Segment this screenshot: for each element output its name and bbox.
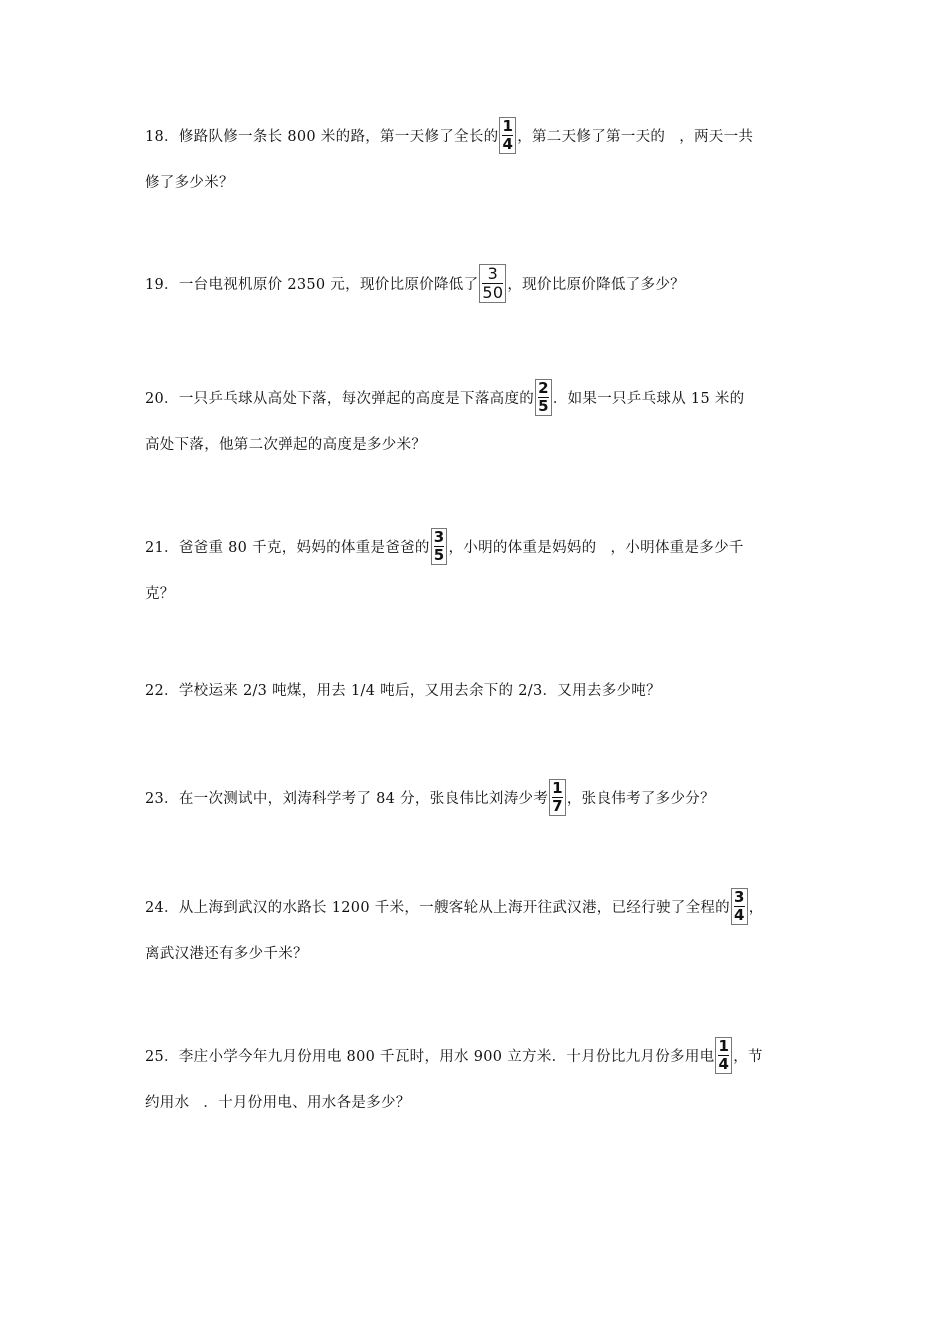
question-24 [145, 885, 810, 977]
question-18 [145, 114, 810, 206]
question-19-fraction: $\frac{3}{50}$ [479, 264, 506, 303]
question-23-text-start: 23．在一次测试中，刘涛科学考了 84 分，张良伟比刘涛少考 [145, 791, 549, 807]
question-19-line-1 [145, 262, 810, 308]
question-25-text-start: 25．李庄小学今年九月份用电 800 千瓦时，用水 900 立方米．十月份比九月份多用电 [145, 1049, 715, 1065]
question-21-text-start: 21．爸爸重 80 千克，妈妈的体重是爸爸的 [145, 540, 430, 556]
question-25-text-end: ，节 [733, 1049, 763, 1065]
question-24-fraction: $\frac{3}{4}$ [731, 888, 748, 925]
question-19 [145, 262, 810, 308]
question-20-line-1 [145, 376, 810, 422]
question-25-line-2 [145, 1080, 810, 1126]
question-18-line-1 [145, 114, 810, 160]
question-18-text-start: 18．修路队修一条长 800 米的路，第一天修了全长的 [145, 129, 499, 145]
question-24-line-1 [145, 885, 810, 931]
question-20 [145, 376, 810, 468]
question-25-fraction: $\frac{1}{4}$ [715, 1037, 732, 1074]
question-24-text-start: 24．从上海到武汉的水路长 1200 千米，一艘客轮从上海开往武汉港，已经行驶了全程的 [145, 900, 730, 916]
question-25 [145, 1034, 810, 1126]
question-18-line-2: 修了多少米？ [145, 175, 234, 191]
question-22 [145, 668, 810, 714]
question-18-fraction: $\frac{1}{4}$ [499, 117, 516, 154]
question-21-line-1 [145, 525, 810, 571]
question-21-line-2: 克？ [145, 586, 175, 602]
question-21-text-mid: ，小明的体重是妈妈的 [448, 540, 597, 556]
question-23-text-end: ，张良伟考了多少分？ [566, 791, 715, 807]
question-20-text-start: 20．一只乒乓球从高处下落，每次弹起的高度是下落高度的 [145, 391, 535, 407]
question-20-fraction: $\frac{2}{5}$ [535, 379, 552, 416]
question-25-line-2-end: ．十月份用电、用水各是多少？ [203, 1095, 411, 1111]
question-18-text-tail: ，两天一共 [679, 129, 754, 145]
question-21-text-tail: ，小明体重是多少千 [610, 540, 744, 556]
question-21 [145, 525, 810, 617]
question-23-line-1 [145, 776, 810, 822]
question-24-text-end: ， [748, 900, 764, 916]
question-24-line-2: 离武汉港还有多少千米？ [145, 946, 308, 962]
question-23-fraction: $\frac{1}{7}$ [549, 779, 566, 816]
question-25-line-2-start: 约用水 [145, 1095, 190, 1111]
question-23 [145, 776, 810, 822]
question-19-text-start: 19．一台电视机原价 2350 元，现价比原价降低了 [145, 277, 479, 293]
question-18-text-mid: ，第二天修了第一天的 [517, 129, 666, 145]
question-20-line-2: 高处下落，他第二次弹起的高度是多少米？ [145, 437, 427, 453]
question-25-line-1 [145, 1034, 810, 1080]
question-19-text-end: ，现价比原价降低了多少？ [507, 277, 685, 293]
question-21-fraction: $\frac{3}{5}$ [431, 528, 448, 565]
question-20-text-end: ．如果一只乒乓球从 15 米的 [552, 391, 745, 407]
question-22-line-1: 22．学校运来 2/3 吨煤，用去 1/4 吨后，又用去余下的 2/3．又用去多少吨？ [145, 683, 661, 699]
